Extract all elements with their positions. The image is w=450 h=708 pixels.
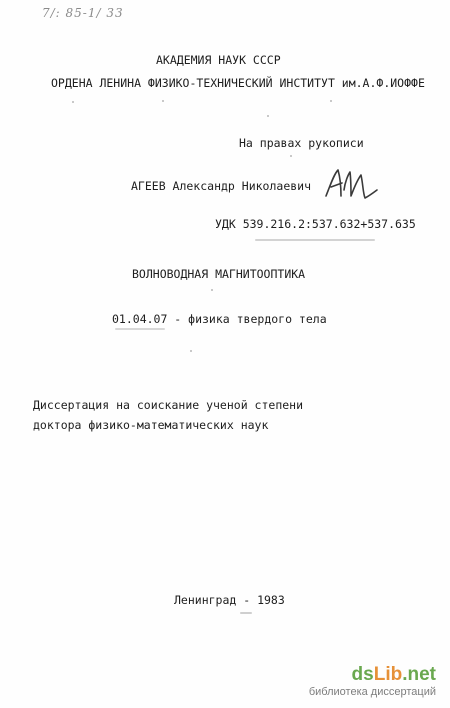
scan-speck bbox=[211, 289, 213, 291]
signature-image bbox=[323, 166, 379, 206]
logo-part-ds: ds bbox=[351, 664, 374, 685]
dissertation-purpose-line2: доктора физико-математических наук bbox=[33, 418, 269, 432]
udc-code: УДК 539.216.2:537.632+537.635 bbox=[215, 217, 416, 231]
dissertation-title: ВОЛНОВОДНАЯ МАГНИТООПТИКА bbox=[132, 267, 306, 281]
city-year: Ленинград - 1983 bbox=[174, 593, 285, 607]
watermark-subtitle: библиотека диссертаций bbox=[308, 686, 436, 698]
scan-speck bbox=[255, 239, 375, 241]
scan-speck bbox=[267, 115, 269, 117]
logo-part-lib: Lib bbox=[373, 664, 403, 685]
scan-speck bbox=[240, 612, 252, 614]
scan-speck bbox=[330, 100, 332, 102]
academy-name: АКАДЕМИЯ НАУК СССР bbox=[156, 53, 281, 67]
scan-speck bbox=[162, 100, 164, 102]
scan-speck bbox=[72, 101, 74, 103]
handwritten-note: 7/: 85-1/ 33 bbox=[42, 6, 124, 20]
specialty-code: 01.04.07 - физика твердого тела bbox=[112, 312, 327, 326]
dslib-logo bbox=[309, 665, 436, 685]
author-name: АГЕЕВ Александр Николаевич bbox=[131, 179, 312, 193]
scan-speck bbox=[115, 328, 165, 330]
logo-part-net: .net bbox=[402, 664, 436, 685]
scan-speck bbox=[290, 155, 292, 157]
dslib-watermark bbox=[309, 665, 436, 698]
institute-name: ОРДЕНА ЛЕНИНА ФИЗИКО-ТЕХНИЧЕСКИЙ ИНСТИТУТ им.А.Ф.ИОФФЕ bbox=[51, 76, 425, 90]
manuscript-rights: На правах рукописи bbox=[239, 136, 364, 150]
scan-speck bbox=[190, 350, 192, 352]
dissertation-purpose-line1: Диссертация на соискание ученой степени bbox=[33, 398, 304, 412]
